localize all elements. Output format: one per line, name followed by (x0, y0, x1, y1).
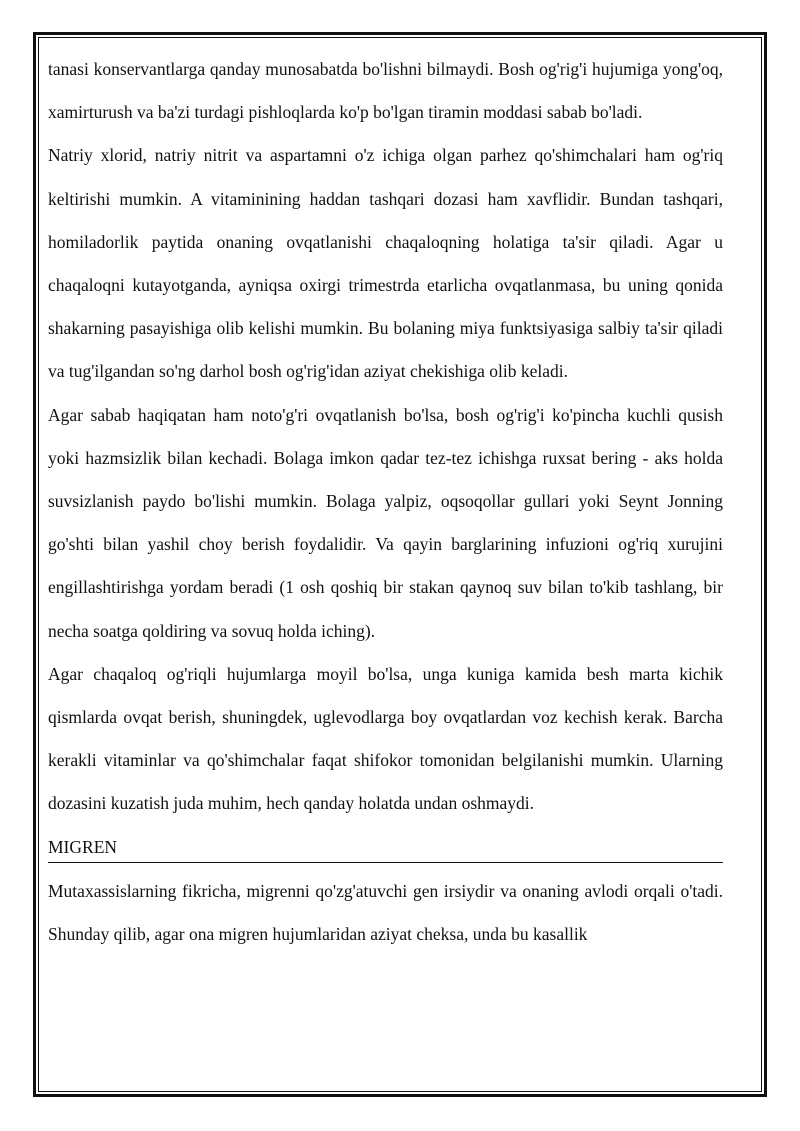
paragraph-nutrition: Agar sabab haqiqatan ham noto'g'ri ovqatlanish bo'lsa, bosh og'rig'i ko'pincha kuchli qusish yoki hazmsizlik bilan kechadi. Bolaga imkon qadar tez-tez ichishga ruxsat bering - aks holda suvsizlanish paydo bo'lishi mumkin. Bolaga yalpiz, oqsoqollar gullari yoki Seynt Jonning go'shti bilan yashil choy berish foydalidir. Va qayin barglarining infuzioni og'riq xurujini engillashtirishga yordam beradi (1 osh qoshiq bir stakan qaynoq suv bilan to'kib tashlang, bir necha soatga qoldiring va sovuq holda iching). (48, 404, 723, 641)
paragraph-additives: Natriy xlorid, natriy nitrit va aspartamni o'z ichiga olgan parhez qo'shimchalari ham og'riq keltirishi mumkin. A vitaminining haddan tashqari dozasi ham xavflidir. Bundan tashqari, homiladorlik paytida onaning ovqatlanishi chaqaloqning holatiga ta'sir qiladi. Agar u chaqaloqni kutayotganda, ayniqsa oxirgi trimestrda etarlicha ovqatlanmasa, bu uning qonida shakarning pasayishiga olib kelishi mumkin. Bu bolaning miya funktsiyasiga salbiy ta'sir qiladi va tug'ilgandan so'ng darhol bosh og'rig'idan aziyat chekishiga olib keladi. (48, 145, 723, 382)
page-content (48, 48, 723, 956)
paragraph-prevention: Agar chaqaloq og'riqli hujumlarga moyil bo'lsa, unga kuniga kamida besh marta kichik qismlarda ovqat berish, shuningdek, uglevodlarga boy ovqatlardan voz kechish kerak. Barcha kerakli vitaminlar va qo'shimchalar faqat shifokor tomonidan belgilanishi mumkin. Ularning dozasini kuzatish juda muhim, hech qanday holatda undan oshmaydi. (48, 663, 723, 814)
paragraph-migren-intro: Mutaxassislarning fikricha, migrenni qo'zg'atuvchi gen irsiydir va onaning avlodi orqali o'tadi. Shunday qilib, agar ona migren hujumlaridan aziyat cheksa, unda bu kasallik (48, 880, 723, 944)
paragraph-tiramine: tanasi konservantlarga qanday munosabatda bo'lishni bilmaydi. Bosh og'rig'i hujumiga yong'oq, xamirturush va ba'zi turdagi pishloqlarda ko'p bo'lgan tiramin moddasi sabab bo'ladi. (48, 59, 723, 123)
section-heading-migren: MIGREN (48, 826, 723, 863)
